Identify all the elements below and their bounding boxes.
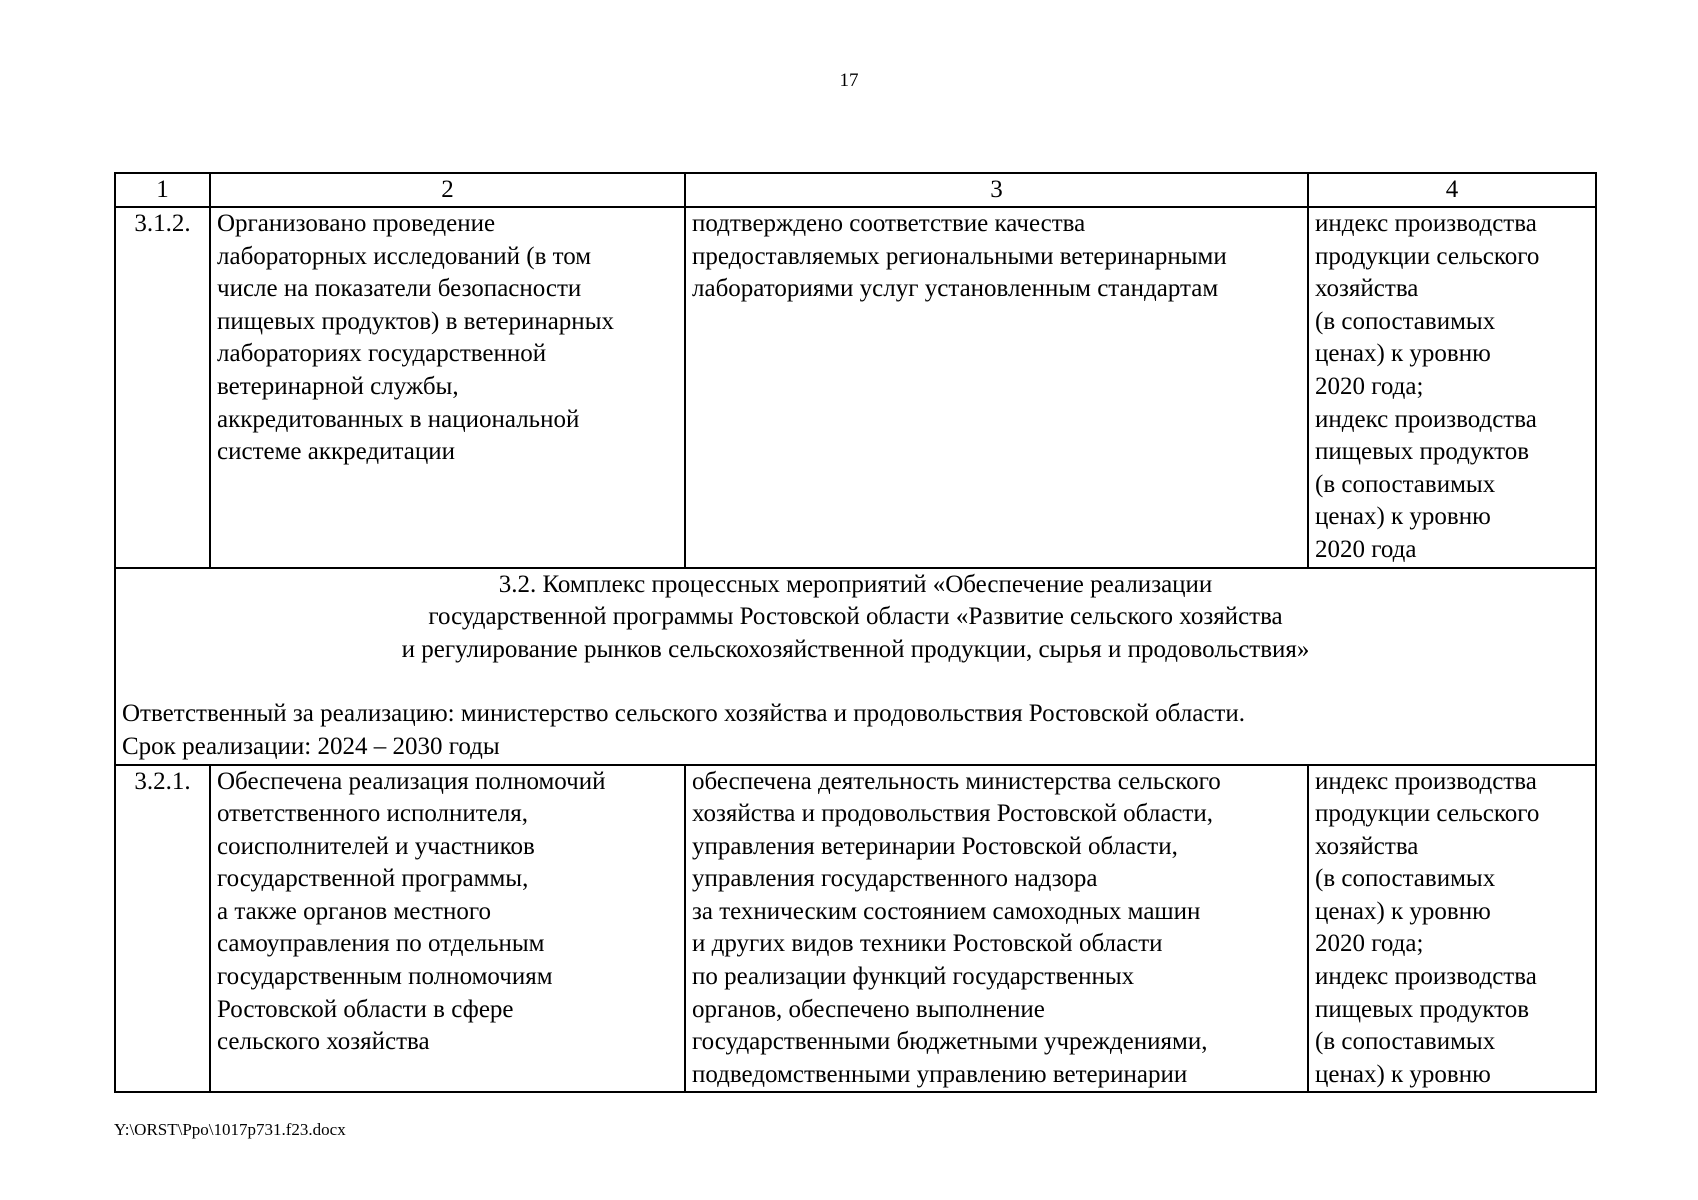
page-number: 17 (839, 70, 859, 91)
header-col-2: 2 (210, 173, 685, 207)
table-row (115, 765, 1596, 1093)
header-col-4: 4 (1308, 173, 1596, 207)
section-cell (115, 568, 1596, 765)
measure-name-cell: Обеспечена реализация полномочий ответственного исполнителя, соисполнителей и участников государственной программы, а также органов местного самоуправления по отдельным государственным полномочиям Ростовской области в сфере сельского хозяйства (210, 765, 685, 1093)
measure-name-cell: Организовано проведение лабораторных исследований (в том числе на показатели безопасности пищевых продуктов) в ветеринарных лабораториях государственной ветеринарной службы, аккредитованных в национальной системе аккредитации (210, 207, 685, 568)
measures-table (114, 172, 1597, 1093)
header-col-3: 3 (685, 173, 1308, 207)
section-responsible: Ответственный за реализацию: министерство сельского хозяйства и продовольствия Ростовской области. (122, 700, 1245, 728)
table-row (115, 207, 1596, 568)
result-cell: обеспечена деятельность министерства сельского хозяйства и продовольствия Ростовской области, управления ветеринарии Ростовской области, управления государственного надзора за техническим состоянием самоходных машин и других видов техники Ростовской области по реализации функций государственных органов, обеспечено выполнение государственными бюджетными учреждениями, подведомственными управлению ветеринарии (685, 765, 1308, 1093)
row-number: 3.2.1. (115, 765, 210, 1093)
indicator-cell: индекс производства продукции сельского хозяйства (в сопоставимых ценах) к уровню 2020 года; индекс производства пищевых продуктов (в сопоставимых ценах) к уровню (1308, 765, 1596, 1093)
section-spacer (122, 666, 1589, 698)
file-path-footer: Y:\ORST\Ppo\1017p731.f23.docx (114, 1120, 346, 1139)
section-title: 3.2. Комплекс процессных мероприятий «Обеспечение реализации государственной программы Ростовской области «Развитие сельского хозяйства и регулирование рынков сельскохозяйственной продукции, сырья и продовольствия» (401, 570, 1310, 663)
section-term: Срок реализации: 2024 – 2030 годы (122, 732, 500, 760)
section-row (115, 568, 1596, 765)
result-cell: подтверждено соответствие качества предоставляемых региональными ветеринарными лабораториями услуг установленным стандартам (685, 207, 1308, 568)
header-col-1: 1 (115, 173, 210, 207)
table-header-row (115, 173, 1596, 207)
row-number: 3.1.2. (115, 207, 210, 568)
indicator-cell: индекс производства продукции сельского хозяйства (в сопоставимых ценах) к уровню 2020 года; индекс производства пищевых продуктов (в сопоставимых ценах) к уровню 2020 года (1308, 207, 1596, 568)
